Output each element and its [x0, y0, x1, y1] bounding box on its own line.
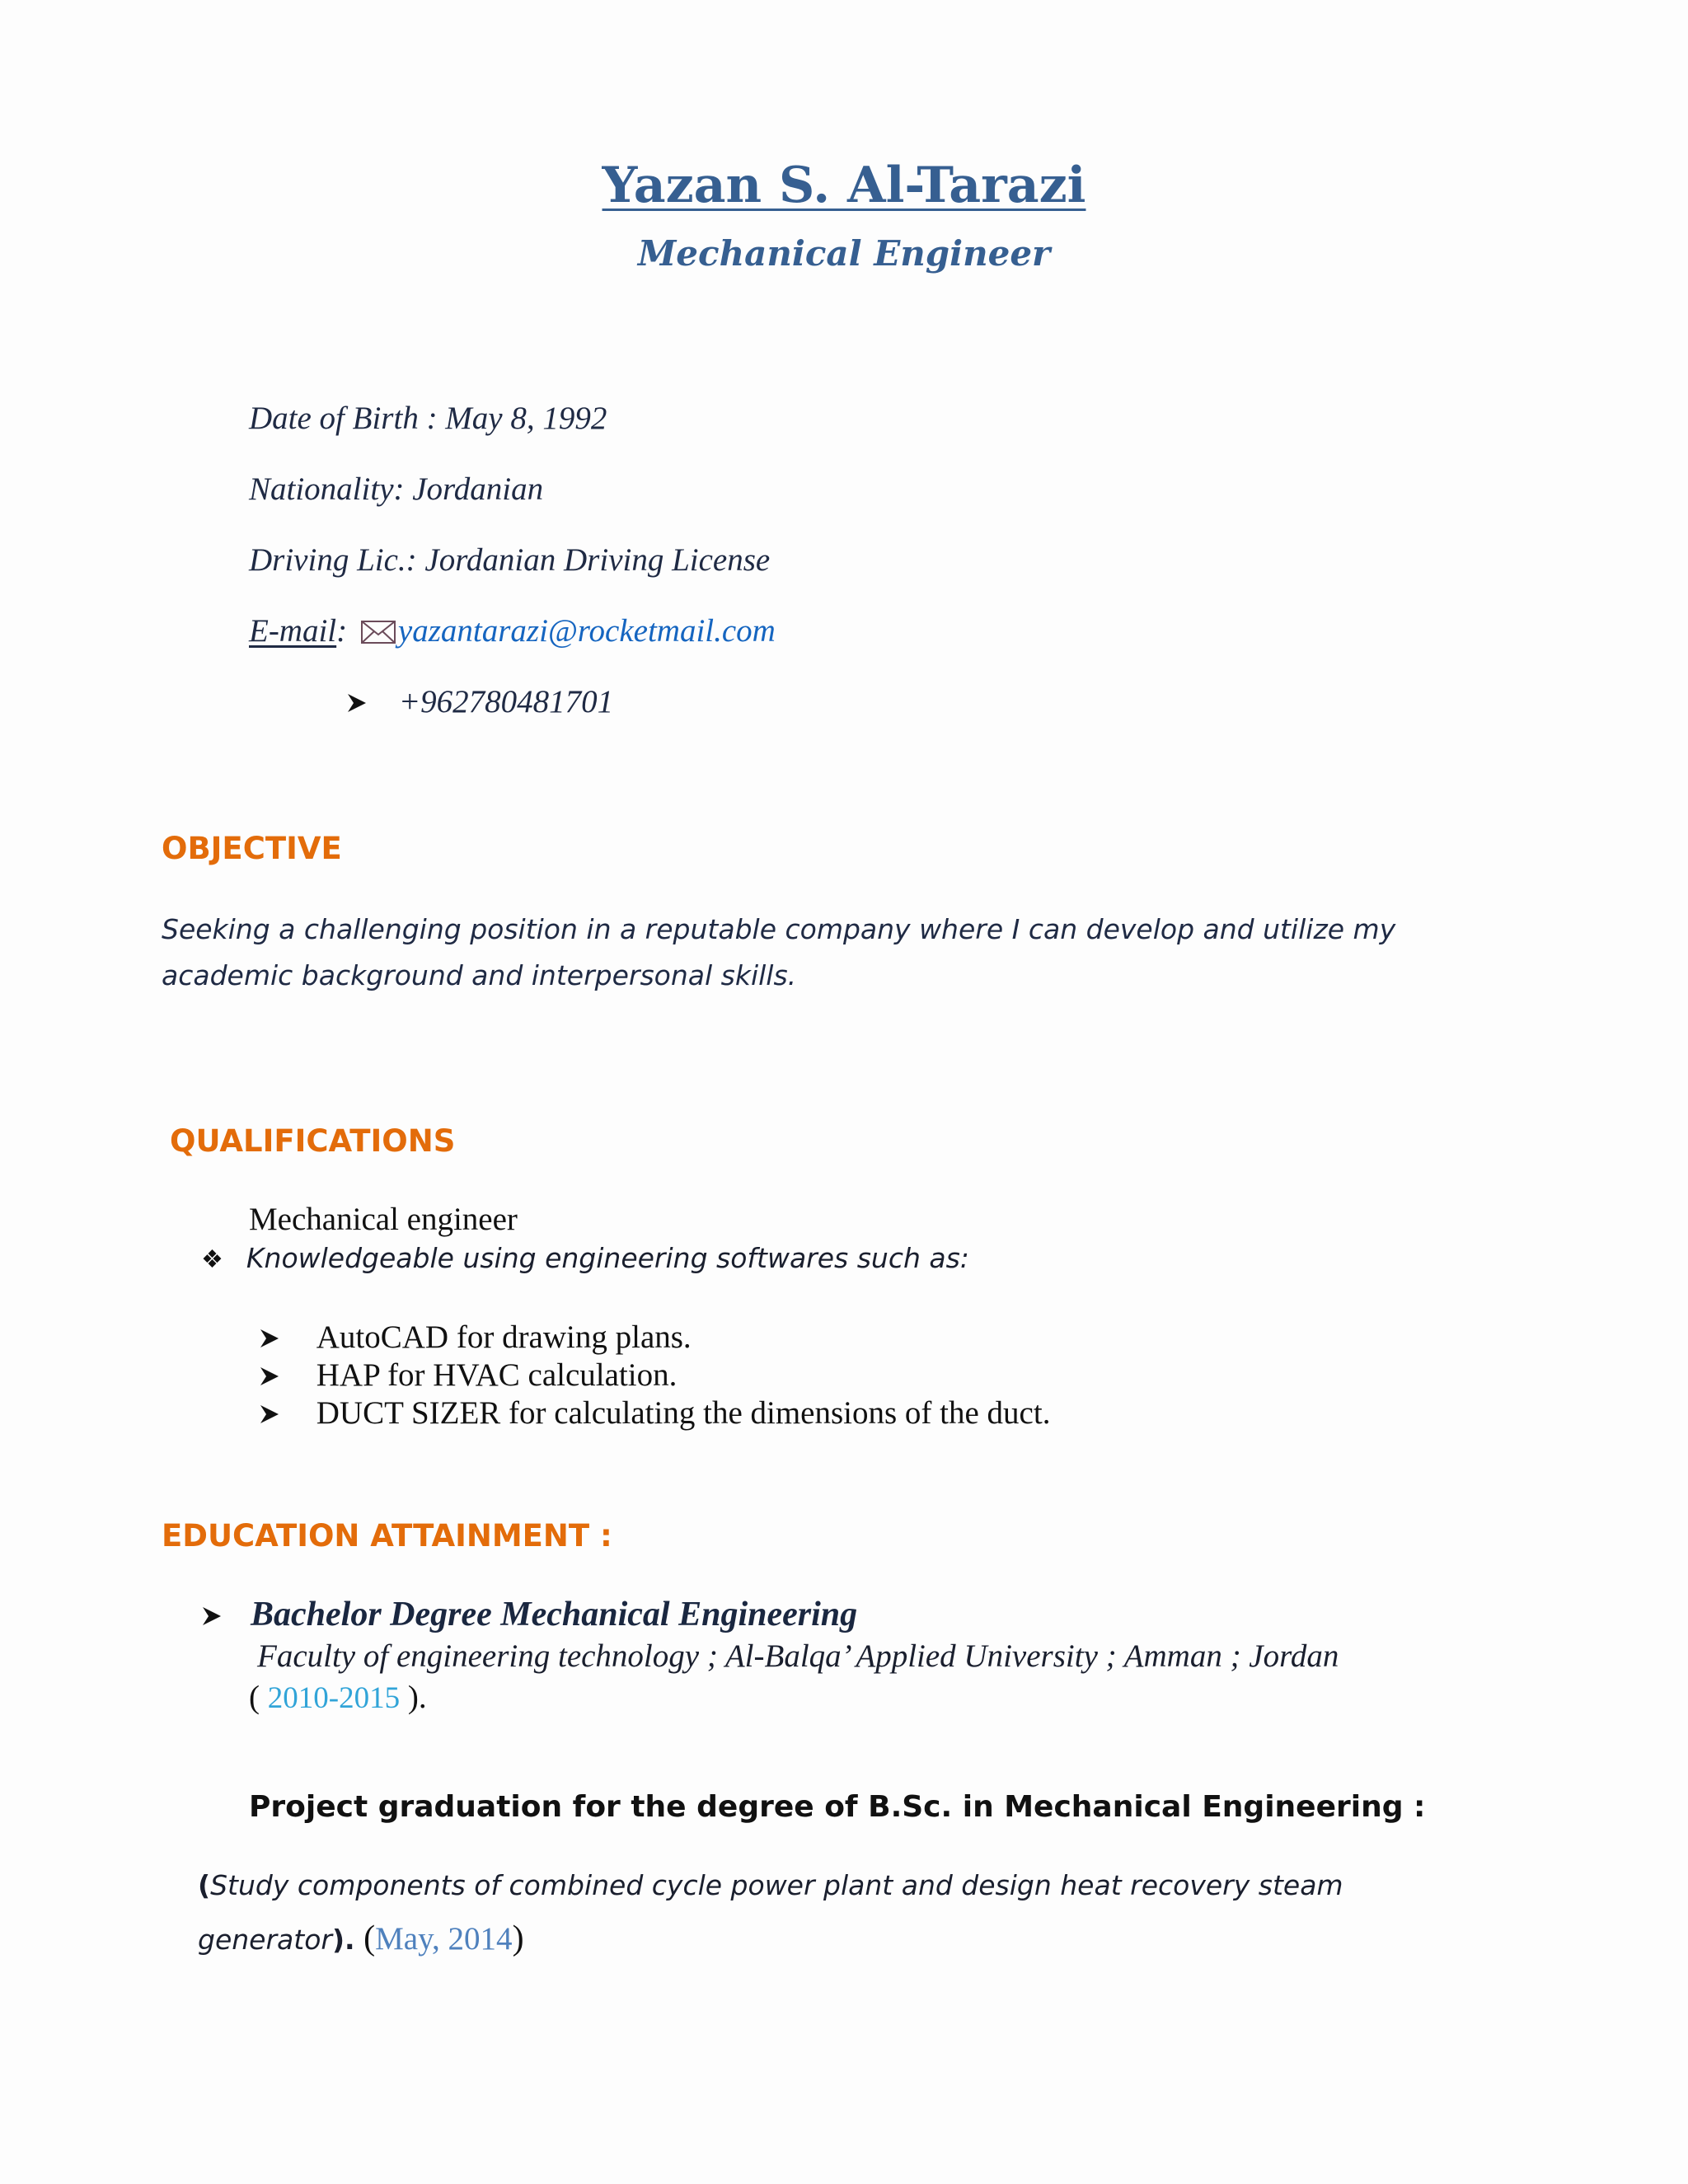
job-title: Mechanical Engineer — [637, 233, 1051, 274]
years-open: ( — [249, 1680, 268, 1715]
arrow-bullet-icon — [259, 1359, 280, 1382]
driving-license: Driving Lic.: Jordanian Driving License — [249, 542, 771, 578]
project-date-close: ) — [512, 1919, 524, 1957]
software-item — [259, 1394, 1050, 1432]
qualification-bullet-row — [201, 1242, 969, 1274]
degree-title: Bachelor Degree Mechanical Engineering — [251, 1596, 858, 1633]
project-description — [198, 1859, 1434, 1966]
email-separator: : — [336, 613, 348, 649]
qualification-bullet-text: Knowledgeable using engineering softwares such as: — [246, 1242, 969, 1274]
project-title: Project graduation for the degree of B.Sc. in Mechanical Engineering : — [249, 1790, 1426, 1824]
software-item — [259, 1357, 677, 1394]
objective-heading: OBJECTIVE — [162, 831, 342, 866]
candidate-name: Yazan S. Al-Tarazi — [602, 157, 1086, 214]
nationality: Nationality: Jordanian — [249, 471, 544, 507]
project-text: Study components of combined cycle power plant and design heat recovery steam generator — [198, 1869, 1343, 1956]
years-line — [249, 1679, 427, 1716]
arrow-bullet-icon — [259, 1321, 280, 1344]
email-row — [249, 612, 776, 653]
study-years: 2010-2015 — [267, 1681, 401, 1715]
qualification-intro: Mechanical engineer — [249, 1202, 518, 1237]
degree-row — [201, 1595, 857, 1634]
software-item-text: DUCT SIZER for calculating the dimensions of the duct. — [316, 1395, 1051, 1431]
project-close: ). — [331, 1924, 355, 1956]
date-of-birth: Date of Birth : May 8, 1992 — [249, 401, 607, 436]
arrow-bullet-icon — [346, 686, 368, 709]
software-item-text: AutoCAD for drawing plans. — [316, 1319, 692, 1355]
software-item — [259, 1319, 692, 1356]
email-link[interactable]: yazantarazi@rocketmail.com — [397, 613, 776, 649]
objective-text: Seeking a challenging position in a reputable company where I can develop and utilize my academic background and interpersonal skills. — [162, 913, 1396, 991]
arrow-bullet-icon — [259, 1397, 280, 1420]
email-label: E-mail — [249, 613, 337, 649]
faculty-line: Faculty of engineering technology ; Al-Balqa’ Applied University ; Amman ; Jordan — [257, 1638, 1339, 1674]
envelope-icon — [360, 616, 396, 653]
education-heading: EDUCATION ATTAINMENT : — [162, 1518, 612, 1554]
project-open: ( — [198, 1869, 211, 1901]
software-item-text: HAP for HVAC calculation. — [316, 1357, 678, 1393]
project-date: May, 2014 — [375, 1921, 513, 1957]
phone-row — [346, 683, 613, 720]
arrow-bullet-icon — [201, 1605, 223, 1628]
qualifications-heading: QUALIFICATIONS — [170, 1123, 456, 1159]
phone-number: +962780481701 — [398, 684, 614, 719]
project-date-open: ( — [363, 1919, 376, 1957]
diamond-bullet-icon: ❖ — [201, 1246, 223, 1273]
years-close: ). — [400, 1680, 427, 1715]
